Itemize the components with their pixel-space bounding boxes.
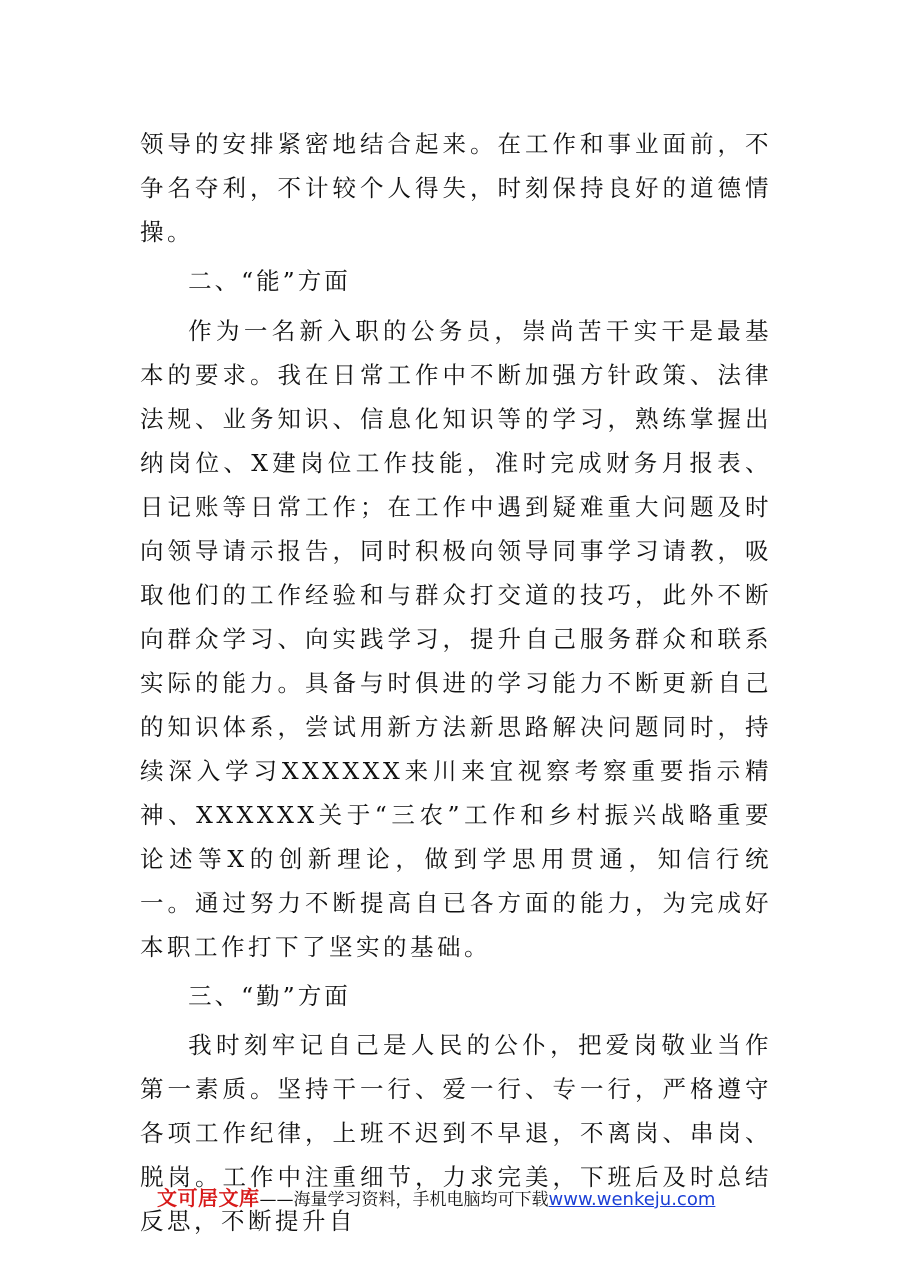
footer-website-link[interactable]: www.wenkeju.com <box>548 1189 716 1210</box>
section-heading-neng: 二、“能”方面 <box>188 267 351 296</box>
paragraph-neng-body: 作为一名新入职的公务员，崇尚苦干实干是最基本的要求。我在日常工作中不断加强方针政策、法律法规、业务知识、信息化知识等的学习，熟练掌握出纳岗位、X建岗位工作技能，准时完成财务月报表、日记账等日常工作；在工作中遇到疑难重大问题及时向领导请示报告，同时积极向领导同事学习请教，吸取他们的工作经验和与群众打交道的技巧，此外不断向群众学习、向实践学习，提升自己服务群众和联系实际的能力。具备与时俱进的学习能力不断更新自己的知识体系，尝试用新方法新思路解决问题同时，持续深入学习XXXXXX来川来宜视察考察重要指示精神、XXXXXX关于“三农”工作和乡村振兴战略重要论述等X的创新理论，做到学思用贯通，知信行统一。通过努力不断提高自已各方面的能力，为完成好本职工作打下了坚实的基础。 <box>140 316 772 961</box>
paragraph-continued: 领导的安排紧密地结合起来。在工作和事业面前，不争名夺利，不计较个人得失，时刻保持良好的道德情操。 <box>140 130 772 246</box>
section-heading-qin: 三、“勤”方面 <box>188 981 351 1010</box>
footer-banner <box>157 1183 797 1213</box>
footer-slogan: ——海量学习资料，手机电脑均可下载 <box>259 1190 549 1210</box>
footer-brand: 文可居文库 <box>157 1186 260 1210</box>
document-body <box>140 122 772 1248</box>
paragraph-qin-body: 我时刻牢记自己是人民的公仆，把爱岗敬业当作第一素质。坚持干一行、爱一行、专一行，严格遵守各项工作纪律，上班不迟到不早退，不离岗、串岗、脱岗。工作中注重细节，力求完美，下班后及时总结反思，不断提升自 <box>140 1031 772 1236</box>
